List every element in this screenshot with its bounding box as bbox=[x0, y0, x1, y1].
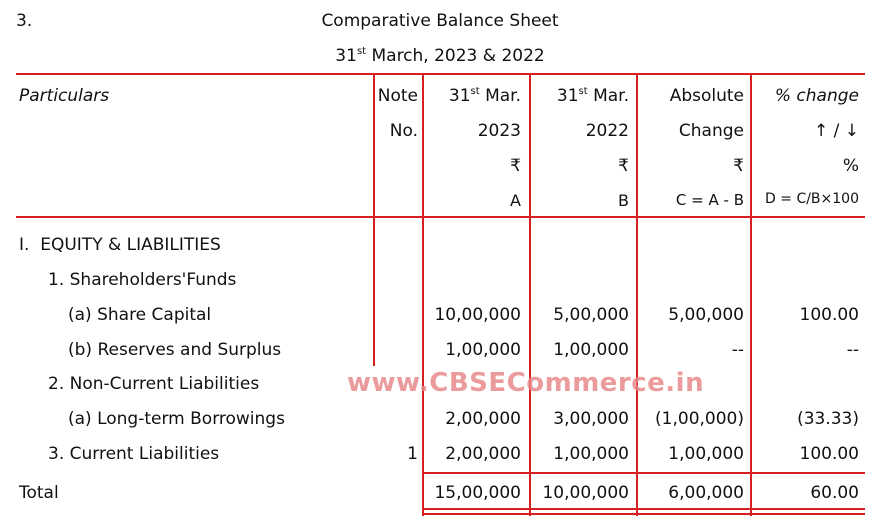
subtitle-rest: March, 2023 & 2022 bbox=[366, 46, 545, 66]
row-share-capital-d: 100.00 bbox=[799, 305, 859, 325]
header-col-b-letter: B bbox=[618, 191, 629, 210]
row-label-current-liabilities: 3. Current Liabilities bbox=[48, 444, 220, 464]
header-col-d-letter: D = C/B×100 bbox=[765, 191, 859, 207]
header-col-c-unit: ₹ bbox=[733, 156, 744, 176]
row-label-shareholders-funds: 1. Shareholders'Funds bbox=[48, 270, 237, 290]
row-label-reserves-surplus: (b) Reserves and Surplus bbox=[68, 340, 282, 360]
total-double-underline-1 bbox=[423, 508, 865, 510]
row-current-liabilities-d: 100.00 bbox=[799, 444, 859, 464]
row-reserves-d: -- bbox=[846, 340, 859, 360]
row-current-liabilities-a: 2,00,000 bbox=[445, 444, 521, 464]
row-reserves-c: -- bbox=[731, 340, 744, 360]
divider-after-particulars bbox=[373, 74, 375, 366]
header-col-c-line1: Absolute bbox=[669, 86, 744, 106]
header-col-a-unit: ₹ bbox=[510, 156, 521, 176]
total-label: Total bbox=[19, 483, 59, 503]
col-b-day: 31 bbox=[556, 86, 579, 106]
header-bottom-border bbox=[16, 216, 865, 218]
header-col-b-year: 2022 bbox=[585, 121, 629, 141]
row-share-capital-a: 10,00,000 bbox=[434, 305, 521, 325]
row-label-long-term-borrowings: (a) Long-term Borrowings bbox=[68, 409, 285, 429]
col-a-sup: st bbox=[470, 86, 480, 97]
subtitle-sup: st bbox=[356, 46, 367, 57]
header-particulars: Particulars bbox=[19, 86, 110, 106]
col-b-sup: st bbox=[578, 86, 588, 97]
header-col-c-line2: Change bbox=[678, 121, 744, 141]
row-share-capital-c: 5,00,000 bbox=[668, 305, 744, 325]
header-col-d-unit: % bbox=[842, 156, 859, 176]
header-col-d-line1: % change bbox=[774, 86, 859, 106]
row-label-share-capital: (a) Share Capital bbox=[68, 305, 212, 325]
row-label-non-current-liabilities: 2. Non-Current Liabilities bbox=[48, 374, 260, 394]
header-col-d-arrows: ↑ / ↓ bbox=[813, 121, 859, 141]
row-reserves-a: 1,00,000 bbox=[445, 340, 521, 360]
table-top-border bbox=[16, 73, 865, 75]
header-col-c-letter: C = A - B bbox=[675, 191, 744, 209]
total-d: 60.00 bbox=[810, 483, 859, 503]
row-borrowings-c: (1,00,000) bbox=[655, 409, 744, 429]
row-current-liabilities-b: 1,00,000 bbox=[553, 444, 629, 464]
subtitle-day: 31 bbox=[335, 46, 357, 66]
row-borrowings-d: (33.33) bbox=[797, 409, 859, 429]
page-title: Comparative Balance Sheet bbox=[321, 11, 559, 31]
header-note-line1: Note bbox=[377, 86, 418, 106]
row-label-equity-liabilities: I. EQUITY & LIABILITIES bbox=[19, 235, 221, 255]
row-current-liabilities-c: 1,00,000 bbox=[668, 444, 744, 464]
header-col-a-letter: A bbox=[510, 191, 521, 210]
row-borrowings-b: 3,00,000 bbox=[553, 409, 629, 429]
page-subtitle bbox=[0, 46, 880, 66]
header-col-b-date bbox=[531, 86, 629, 106]
header-col-b-unit: ₹ bbox=[618, 156, 629, 176]
col-a-month: Mar. bbox=[479, 86, 521, 106]
row-current-liabilities-note: 1 bbox=[407, 444, 418, 464]
row-reserves-b: 1,00,000 bbox=[553, 340, 629, 360]
col-a-day: 31 bbox=[448, 86, 471, 106]
col-b-month: Mar. bbox=[587, 86, 629, 106]
row-share-capital-b: 5,00,000 bbox=[553, 305, 629, 325]
header-col-a-date bbox=[424, 86, 521, 106]
total-b: 10,00,000 bbox=[542, 483, 629, 503]
total-top-border bbox=[423, 472, 865, 474]
total-a: 15,00,000 bbox=[434, 483, 521, 503]
header-note-line2: No. bbox=[389, 121, 418, 141]
row-borrowings-a: 2,00,000 bbox=[445, 409, 521, 429]
question-number: 3. bbox=[16, 11, 33, 31]
total-double-underline-2 bbox=[423, 513, 865, 515]
watermark: www.CBSECommerce.in bbox=[347, 368, 705, 398]
total-c: 6,00,000 bbox=[668, 483, 744, 503]
header-col-a-year: 2023 bbox=[477, 121, 521, 141]
